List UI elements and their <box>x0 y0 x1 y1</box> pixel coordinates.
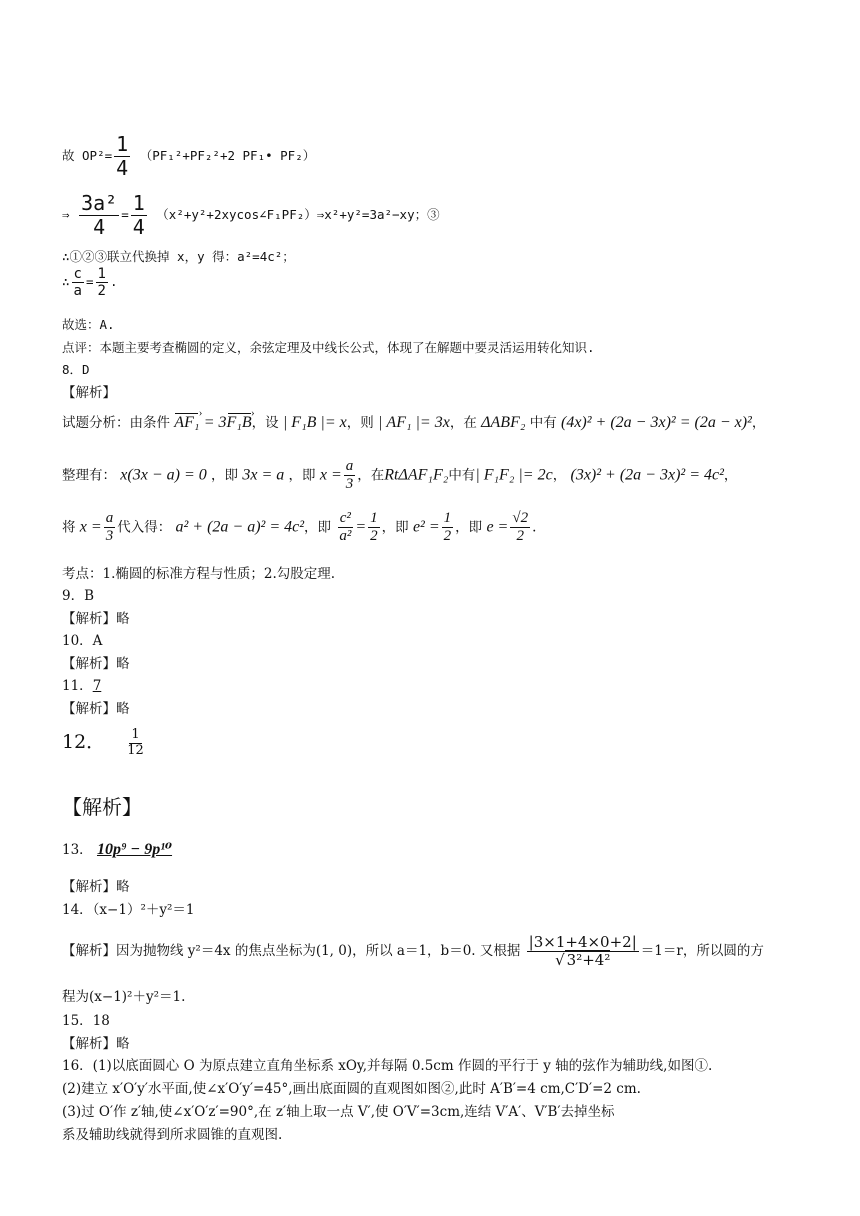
math: e = <box>486 518 509 536</box>
fraction-a-3 <box>104 510 116 546</box>
fraction-half <box>368 510 380 546</box>
q8-analysis-line3 <box>62 510 536 546</box>
math: x = <box>79 518 102 536</box>
math: x(3x − a) = 0 <box>120 466 207 484</box>
frac-num: c² <box>338 510 353 528</box>
text: ，即 <box>288 467 316 484</box>
frac-num: c <box>73 266 82 282</box>
analysis-13: 【解析】略 <box>62 879 130 895</box>
frac-num: |3×1+4×0+2| <box>528 932 637 951</box>
answer-value: 7 <box>92 678 102 694</box>
text: 中有 <box>529 415 557 431</box>
frac-num: √2 <box>510 510 530 528</box>
vector-f1b: F₁B › <box>227 414 252 432</box>
math: e² = <box>412 518 440 536</box>
fraction-3a2-4 <box>79 192 119 239</box>
frac-den: a <box>73 283 82 300</box>
text: 13． <box>62 842 93 858</box>
frac-den: 12 <box>127 742 144 758</box>
line-answer-a: 故选：A. <box>62 317 115 332</box>
frac-den: √ 3²+4² <box>555 951 611 969</box>
fraction-c-a <box>72 266 84 299</box>
answer-14: 14．（x−1）²＋y²＝1 <box>62 902 195 918</box>
answer-10: 10．A <box>62 633 103 649</box>
frac-num: 1 <box>368 510 380 528</box>
fraction-distance <box>527 934 639 970</box>
frac-num: 1 <box>132 191 145 215</box>
line-therefore-2 <box>62 266 117 299</box>
frac-den: 2 <box>97 283 106 300</box>
text: . <box>109 274 118 290</box>
text: 试题分析：由条件 <box>62 415 170 431</box>
analysis-15: 【解析】略 <box>62 1036 130 1052</box>
frac-num: 3a² <box>81 191 118 215</box>
text: ，设 <box>251 415 279 431</box>
math: a² + (2a − a)² = 4c² <box>175 518 305 536</box>
math: 3x = a <box>242 466 285 484</box>
frac-den: 2 <box>370 528 378 545</box>
text: 代入得： <box>117 519 172 536</box>
text: （x²+y²+2xycos∠F₁PF₂）⇒x²+y²=3a²−xy；③ <box>156 207 440 222</box>
answer-9: 9．B <box>62 588 95 604</box>
frac-den: a² <box>339 528 352 545</box>
frac-den: 4 <box>93 215 106 239</box>
fraction-half <box>96 266 108 299</box>
math: | F₁F₂ |= 2c <box>475 466 553 484</box>
fraction-quarter <box>131 192 147 239</box>
frac-num: a <box>344 458 356 476</box>
answer-16-step3b: 系及辅助线就得到所求圆锥的直观图. <box>62 1127 283 1143</box>
text: ，在 <box>449 415 477 431</box>
line-op-squared <box>62 133 315 180</box>
q8-kaodian: 考点：1.椭圆的标准方程与性质；2.勾股定理. <box>62 566 336 582</box>
text: ， <box>723 467 738 484</box>
text: . <box>532 519 537 536</box>
answer-15: 15．18 <box>62 1013 110 1029</box>
math: | AF₁ |= 3x <box>378 414 450 431</box>
text: ， <box>552 467 567 484</box>
line-implies-3 <box>62 192 440 239</box>
text: 中有 <box>448 467 476 484</box>
answer-13 <box>62 841 172 859</box>
analysis-heading-12: 【解析】 <box>62 795 142 819</box>
fraction-a-3 <box>344 458 356 494</box>
answer-16-step1: 16．(1)以底面圆心 O 为原点建立直角坐标系 xOy,并每隔 0.5cm 作圆的平行于 y 轴的弦作为辅助线,如图①. <box>62 1058 713 1074</box>
text: ，即 <box>381 519 409 536</box>
math: RtΔAF₁F₂ <box>384 466 449 484</box>
text: = <box>121 207 129 222</box>
analysis-14-line1 <box>62 930 764 972</box>
answer-8: 8．D <box>62 362 90 377</box>
frac-num: 1 <box>442 510 454 528</box>
text: 【解析】因为抛物线 y²＝4x 的焦点坐标为(1, 0)，所以 a＝1，b＝0. 又根据 <box>62 943 521 959</box>
text: ，即 <box>211 467 239 484</box>
q8-analysis-line1 <box>62 414 765 432</box>
math: (4x)² + (2a − 3x)² = (2a − x)² <box>561 414 752 431</box>
q8-analysis-line2 <box>62 458 737 494</box>
frac-num: a <box>104 510 116 528</box>
frac-den: 2 <box>443 528 452 545</box>
answer-11 <box>62 677 101 695</box>
analysis-14-line2: 程为(x−1)²＋y²＝1. <box>62 989 186 1005</box>
answer-16-step3a: (3)过 O′作 z′轴,使∠x′O′z′=90°,在 z′轴上取一点 V′,使 O′V′=3cm,连结 V′A′、V′B′去掉坐标 <box>62 1104 615 1120</box>
analysis-10: 【解析】略 <box>62 656 130 672</box>
answer-12 <box>62 724 148 760</box>
frac-den: 4 <box>116 156 129 180</box>
line-therefore-1: ∴①②③联立代换掉 x，y 得：a²=4c²； <box>62 249 295 264</box>
frac-num: 1 <box>116 132 129 156</box>
line-comment: 点评：本题主要考查椭圆的定义，余弦定理及中线长公式，体现了在解题中要灵活运用转化知识. <box>62 340 595 355</box>
vector-af1: AF₁ › <box>174 414 199 432</box>
fraction-c2-a2 <box>337 510 353 546</box>
fraction-half <box>442 510 454 546</box>
frac-den: 3 <box>345 476 354 493</box>
text: ∴ <box>62 274 70 290</box>
analysis-heading-8: 【解析】 <box>62 385 116 401</box>
analysis-9: 【解析】略 <box>62 611 130 627</box>
frac-den: 2 <box>516 528 524 545</box>
math: (3x)² + (2a − 3x)² = 4c² <box>570 466 724 484</box>
text: ，在 <box>357 467 385 484</box>
math: ΔABF₂ <box>481 414 526 431</box>
answer-16-step2: (2)建立 x′O′y′水平面,使∠x′O′y′=45°,画出底面圆的直观图如图②,此时 A′B′=4 cm,C′D′=2 cm. <box>62 1081 641 1097</box>
text: = <box>85 274 94 290</box>
text: ，则 <box>346 415 374 431</box>
math: | F₁B |= x <box>282 414 347 431</box>
text: ＝1＝r，所以圆的方 <box>640 943 764 959</box>
text: 故 OP²= <box>62 148 113 163</box>
fraction-1-12 <box>125 728 146 759</box>
fraction-quarter <box>114 133 130 180</box>
math: x = <box>319 466 342 484</box>
analysis-11: 【解析】略 <box>62 701 130 717</box>
text: 将 <box>62 519 76 536</box>
text: 整理有： <box>62 467 116 484</box>
frac-den: 3 <box>105 528 114 545</box>
text: ，即 <box>304 519 332 536</box>
text: ， <box>751 415 766 431</box>
text: ⇒ <box>62 207 70 222</box>
text: = <box>355 518 367 536</box>
text: 11． <box>62 678 93 694</box>
sqrt-body: 3²+4² <box>566 951 611 969</box>
text: 12． <box>62 731 106 753</box>
text: （PF₁²+PF₂²+2 PF₁• PF₂） <box>139 148 316 163</box>
text: = 3 <box>203 414 227 431</box>
frac-den: 4 <box>132 215 145 239</box>
answer-value: 10p⁹ − 9p¹⁰ <box>96 841 173 858</box>
frac-num: 1 <box>97 266 106 282</box>
text: ，即 <box>455 519 483 536</box>
frac-num: 1 <box>131 726 140 742</box>
fraction-sqrt2-2 <box>510 510 530 546</box>
